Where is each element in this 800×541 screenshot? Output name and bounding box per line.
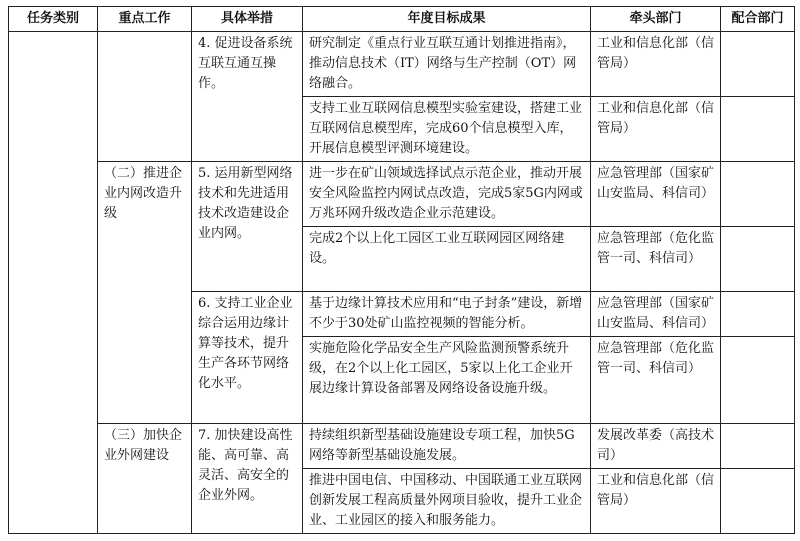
header-coop-dept: 配合部门 [721, 7, 795, 32]
goal-cell: 完成2个以上化工园区工业互联网园区网络建设。 [303, 227, 591, 292]
lead-dept-cell: 工业和信息化部（信管局） [591, 97, 721, 162]
coop-dept-cell [721, 337, 795, 424]
goal-cell: 研究制定《重点行业互联互通计划推进指南》，推动信息技术（IT）网络与生产控制（OT）网络融合。 [303, 32, 591, 97]
header-category: 任务类别 [9, 7, 98, 32]
key-work-cell [98, 32, 192, 162]
measure-cell: 7. 加快建设高性能、高可靠、高灵活、高安全的企业外网。 [192, 424, 303, 534]
coop-dept-cell [721, 292, 795, 337]
header-measures: 具体举措 [192, 7, 303, 32]
goal-cell: 实施危险化学品安全生产风险监测预警系统升级，在2个以上化工园区，5家以上化工企业开展边缘计算设备部署及网络设备设施升级。 [303, 337, 591, 424]
coop-dept-cell [721, 469, 795, 534]
header-key-work: 重点工作 [98, 7, 192, 32]
coop-dept-cell [721, 424, 795, 469]
measure-cell: 5. 运用新型网络技术和先进适用技术改造建设企业内网。 [192, 162, 303, 292]
measure-cell: 6. 支持工业企业综合运用边缘计算等技术，提升生产各环节网络化水平。 [192, 292, 303, 424]
coop-dept-cell [721, 162, 795, 227]
lead-dept-cell: 应急管理部（危化监管一司、科信司） [591, 227, 721, 292]
header-row [9, 7, 795, 32]
lead-dept-cell: 工业和信息化部（信管局） [591, 32, 721, 97]
category-cell [9, 32, 98, 534]
lead-dept-cell: 应急管理部（危化监管一司、科信司） [591, 337, 721, 424]
measure-cell: 4. 促进设备系统互联互通互操作。 [192, 32, 303, 162]
goal-cell: 推进中国电信、中国移动、中国联通工业互联网创新发展工程高质量外网项目验收，提升工业企业、工业园区的接入和服务能力。 [303, 469, 591, 534]
coop-dept-cell [721, 227, 795, 292]
lead-dept-cell: 应急管理部（国家矿山安监局、科信司） [591, 292, 721, 337]
header-lead-dept: 牵头部门 [591, 7, 721, 32]
work-plan-table [8, 6, 795, 534]
table-row [9, 162, 795, 227]
table-row [9, 424, 795, 469]
lead-dept-cell: 发展改革委（高技术司） [591, 424, 721, 469]
key-work-cell: （二）推进企业内网改造升级 [98, 162, 192, 424]
goal-cell: 进一步在矿山领域选择试点示范企业，推动开展安全风险监控内网试点改造，完成5家5G内网或万兆环网升级改造企业示范建设。 [303, 162, 591, 227]
lead-dept-cell: 应急管理部（国家矿山安监局、科信司） [591, 162, 721, 227]
header-annual-goals: 年度目标成果 [303, 7, 591, 32]
table-row [9, 32, 795, 97]
coop-dept-cell [721, 97, 795, 162]
coop-dept-cell [721, 32, 795, 97]
goal-cell: 持续组织新型基础设施建设专项工程，加快5G网络等新型基础设施发展。 [303, 424, 591, 469]
goal-cell: 基于边缘计算技术应用和“电子封条”建设，新增不少于30处矿山监控视频的智能分析。 [303, 292, 591, 337]
goal-cell: 支持工业互联网信息模型实验室建设，搭建工业互联网信息模型库，完成60个信息模型入库，开展信息模型评测环境建设。 [303, 97, 591, 162]
lead-dept-cell: 工业和信息化部（信管局） [591, 469, 721, 534]
key-work-cell: （三）加快企业外网建设 [98, 424, 192, 534]
